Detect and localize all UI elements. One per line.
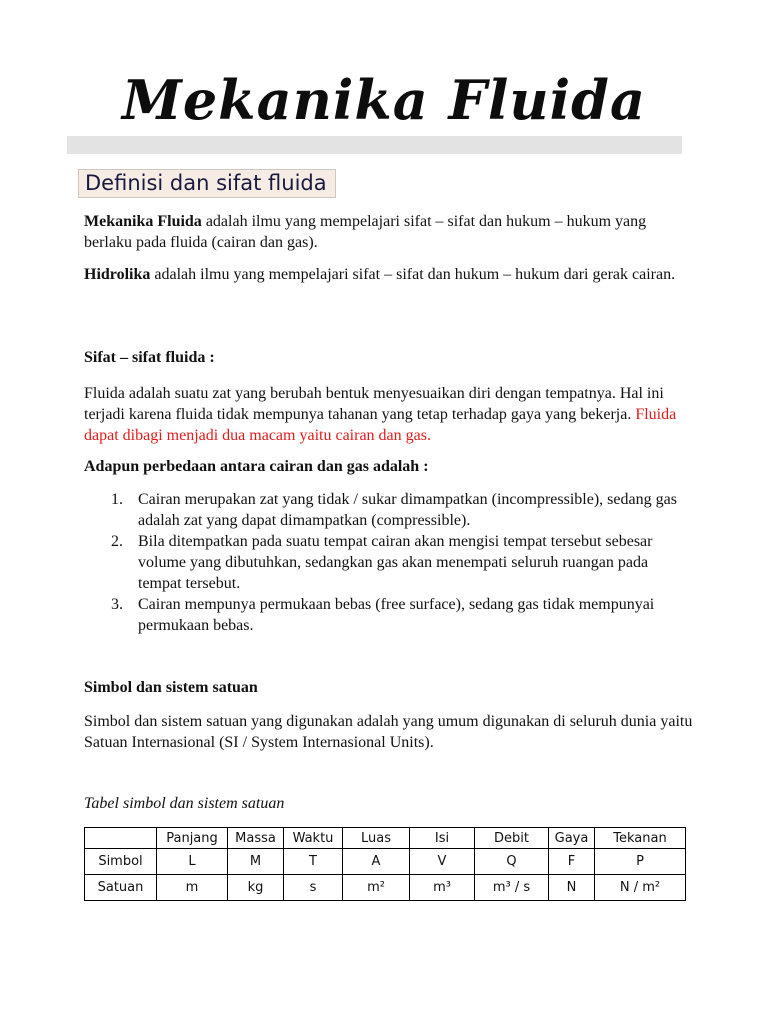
properties-paragraph [84, 383, 694, 446]
definition-term: Mekanika Fluida [84, 213, 202, 230]
list-text: Bila ditempatkan pada suatu tempat cairan akan mengisi tempat tersebut sebesar volume yang dibutuhkan, sedangkan gas akan menempati seluruh ruangan pada tempat tersebut. [138, 533, 653, 592]
list-item [84, 531, 694, 594]
table-cell: Simbol [85, 849, 157, 875]
table-cell: A [343, 849, 410, 875]
table-cell: m [157, 875, 228, 901]
list-item [84, 594, 694, 636]
properties-text: Fluida adalah suatu zat yang berubah bentuk menyesuaikan diri dengan tempatnya. Hal ini terjadi karena fluida tidak mempunya tahanan yang tetap terhadap gaya yang bekerja. [84, 385, 664, 423]
document-title: Mekanika Fluida [122, 68, 646, 132]
table-cell: Satuan [85, 875, 157, 901]
title-underline-bar [67, 136, 682, 154]
list-text: Cairan mempunya permukaan bebas (free surface), sedang gas tidak mempunyai permukaan bebas. [138, 596, 655, 634]
list-number: 1. [111, 491, 123, 508]
table-header-cell: Debit [475, 828, 549, 849]
table-header-row [85, 828, 686, 849]
table-cell: m³ / s [475, 875, 549, 901]
properties-highlight: Fluida dapat dibagi menjadi dua macam yaitu cairan dan gas. [84, 406, 677, 444]
list-number: 3. [111, 596, 123, 613]
definition-text: adalah ilmu yang mempelajari sifat – sifat dan hukum – hukum yang berlaku pada fluida (cairan dan gas). [84, 213, 647, 251]
list-number: 2. [111, 533, 123, 550]
table-row [85, 849, 686, 875]
table-cell: kg [228, 875, 284, 901]
symbols-paragraph: Simbol dan sistem satuan yang digunakan adalah yang umum digunakan di seluruh dunia yaitu Satuan Internasional (SI / System Internasional Units). [84, 713, 693, 751]
section-heading: Definisi dan sifat fluida [78, 169, 336, 198]
units-table [84, 827, 686, 901]
table-caption: Tabel simbol dan sistem satuan [84, 795, 285, 812]
table-header-cell: Massa [228, 828, 284, 849]
table-cell: m² [343, 875, 410, 901]
differences-heading: Adapun perbedaan antara cairan dan gas adalah : [84, 458, 429, 475]
table-cell: m³ [410, 875, 475, 901]
table-cell: N / m² [595, 875, 686, 901]
table-header-cell: Isi [410, 828, 475, 849]
table-header-cell: Panjang [157, 828, 228, 849]
properties-heading: Sifat – sifat fluida : [84, 349, 215, 366]
table-header-cell: Tekanan [595, 828, 686, 849]
definition-term: Hidrolika [84, 266, 151, 283]
definition-text: adalah ilmu yang mempelajari sifat – sifat dan hukum – hukum dari gerak cairan. [150, 266, 676, 283]
table-header-cell: Gaya [549, 828, 595, 849]
definition-mekanika [84, 211, 694, 253]
table-cell: P [595, 849, 686, 875]
table-cell: T [284, 849, 343, 875]
table-cell: Q [475, 849, 549, 875]
table-header-cell: Waktu [284, 828, 343, 849]
table-cell: M [228, 849, 284, 875]
table-cell: V [410, 849, 475, 875]
definition-hidrolika [84, 264, 694, 285]
symbols-heading: Simbol dan sistem satuan [84, 679, 258, 696]
table-cell: N [549, 875, 595, 901]
differences-list [84, 489, 694, 636]
table-cell: s [284, 875, 343, 901]
list-item [84, 489, 694, 531]
table-cell: F [549, 849, 595, 875]
table-header-cell [85, 828, 157, 849]
table-header-cell: Luas [343, 828, 410, 849]
table-cell: L [157, 849, 228, 875]
list-text: Cairan merupakan zat yang tidak / sukar dimampatkan (incompressible), sedang gas adalah zat yang dapat dimampatkan (compressible). [138, 491, 677, 529]
table-row [85, 875, 686, 901]
